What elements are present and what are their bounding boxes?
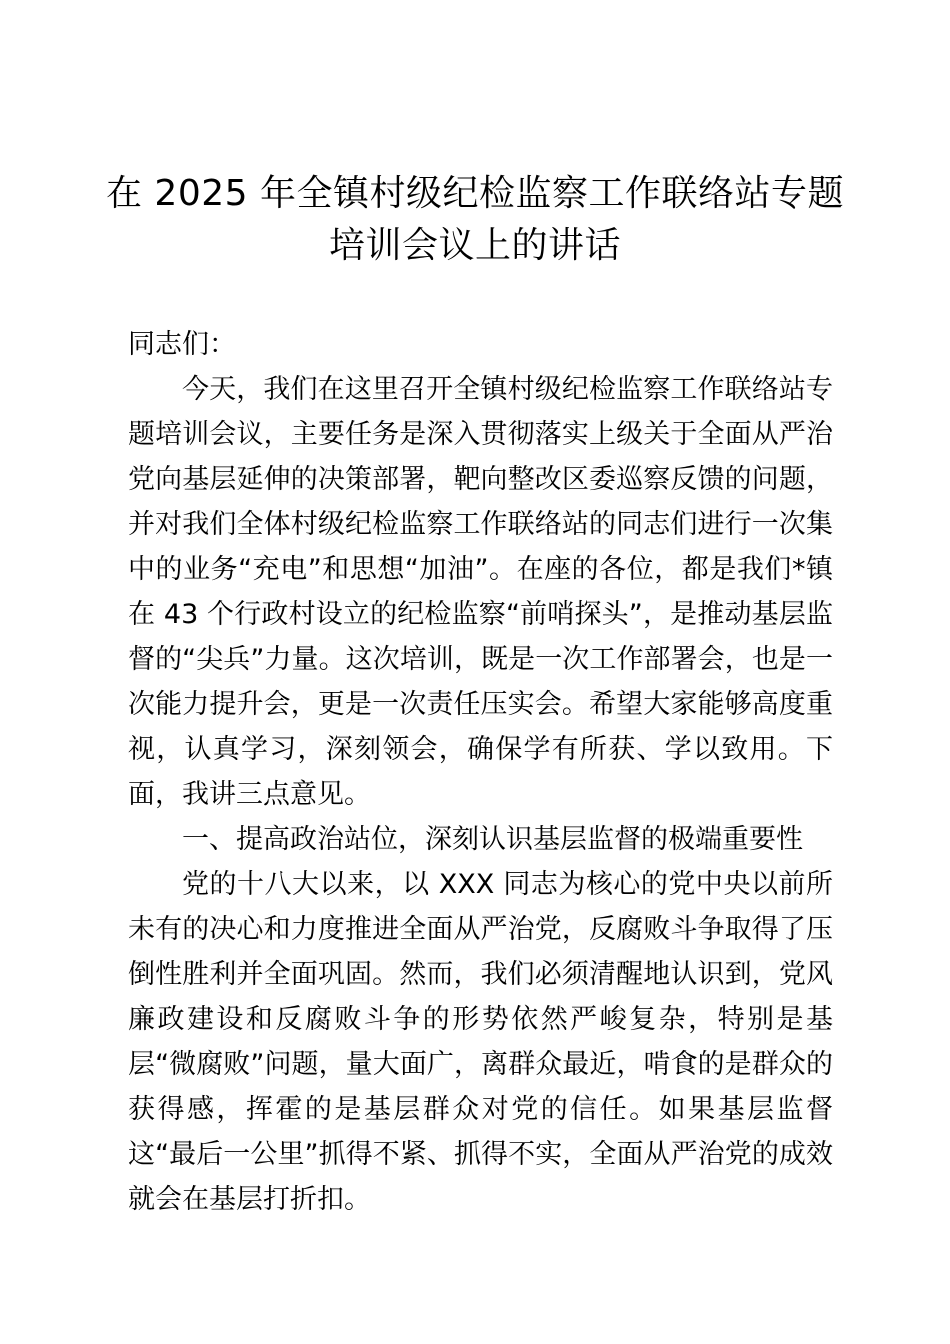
paragraph-section-1: 党的十八大以来，以 XXX 同志为核心的党中央以前所未有的决心和力度推进全面从严治党，反腐败斗争取得了压倒性胜利并全面巩固。然而，我们必须清醒地认识到，党风廉政建设和反腐败斗争的形势依然严峻复杂，特别是基层“微腐败”问题，量大面广，离群众最近，啃食的是群众的获得感，挥霍的是基层群众对党的信任。如果基层监督这“最后一公里”抓得不紧、抓得不实，全面从严治党的成效就会在基层打折扣。 xyxy=(128,869,833,1215)
paragraph-intro: 今天，我们在这里召开全镇村级纪检监察工作联络站专题培训会议，主要任务是深入贯彻落实上级关于全面从严治党向基层延伸的决策部署，靶向整改区委巡察反馈的问题，并对我们全体村级纪检监察工作联络站的同志们进行一次集中的业务“充电”和思想“加油”。在座的各位，都是我们*镇在 43 个行政村设立的纪检监察“前哨探头”，是推动基层监督的“尖兵”力量。这次培训，既是一次工作部署会，也是一次能力提升会，更是一次责任压实会。希望大家能够高度重视，认真学习，深刻领会，确保学有所获、学以致用。下面，我讲三点意见。 xyxy=(128,374,833,810)
title-line-1: 在 2025 年全镇村级纪检监察工作联络站专题 xyxy=(105,173,844,214)
title-line-2: 培训会议上的讲话 xyxy=(328,225,621,266)
section-heading-1: 一、提高政治站位，深刻认识基层监督的极端重要性 xyxy=(182,824,803,855)
document-body xyxy=(128,322,833,1222)
salutation: 同志们： xyxy=(128,329,236,360)
document-title xyxy=(100,168,850,272)
